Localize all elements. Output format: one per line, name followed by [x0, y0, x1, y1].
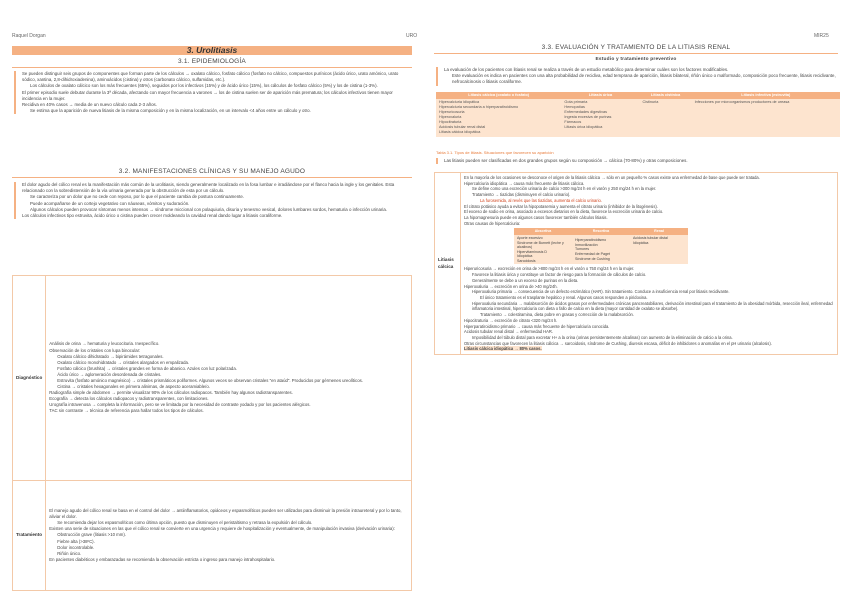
lc-line-note: La furosemida, al revés que las tiazidas, aumenta el calcio urinario. [480, 197, 602, 203]
lc-line: El único tratamiento es el trasplante hepático y renal. Algunos casos responden a piridoxina. [480, 295, 648, 300]
diag-line: Oxalato cálcico dihidratado → bipirámides tetragonales. [57, 353, 164, 359]
table-row [13, 481, 412, 591]
lc-line: En la mayoría de los ocasiones se desconoce el origen de la litiasis cálcica → sólo en un pequeño % casos existe una enfermedad de base que puede ser tratada. [464, 175, 760, 180]
man-line-1: El dolor agudo del cólico renal es la manifestación más común de la urolitiasis, siendo generalmente localizado en la fosa lumbar e irradiándose por el flanco hacia la ingle y los genitales. Esta relacionado con la sobredistensión de la vía urinaria generada por la obstrucción de esta por un cálculo. [22, 182, 395, 194]
epi-line-3: El primer episodio suele debutar durante la 3ª década, afectando con mayor frecuencia a varones → los de cistina suelen ser de aparición más prematura; los cálculos infectivos tienen mayor incidencia en la mujer. [22, 89, 393, 101]
diag-line: Fosfato cálcico (brushita) → cristales grandes en forma de abanico. Azules con luz polarizada. [57, 365, 237, 371]
subheading-estudio: Estudio y tratamiento preventivo [595, 57, 677, 62]
trat-line: El manejo agudo del cólico renal se basa en el control del dolor → antiinflamatorios, opiáceos y espasmolíticos pueden ser utilizados para disminuir la presión intraureteral y por lo tanto, aliviar el dolor. [49, 508, 402, 520]
clasificacion-line [436, 158, 838, 164]
table-cell: Hipercalciuria idiopática Hipercalciuria secundaria a hiperparatiroidismo Hiperuricosuria Hiperoxaluria Hipocitraturia Acidosis tubular renal distal Litiasis cálcica idiopática [436, 99, 561, 137]
trat-line: En pacientes diabéticos y embarazadas se recomienda la observación estricta o ingreso para manejo intrahospitalario. [49, 556, 276, 562]
table-header-row [436, 92, 840, 99]
lc-line: Favorece la litiasis úrica y constituye un factor de riesgo para la formación de cálculos de calcio. [472, 272, 647, 278]
man-line-2: Se caracteriza por un dolor que no cede con reposo, por lo que el paciente cambia de postura continuamente. [30, 194, 245, 200]
lc-line: Se define como una excreción urinaria de calcio >300 mg/24 h en el varón y 250 mg/24 h en la mujer. [472, 186, 657, 192]
epi-line-1: Se pueden distinguir seis grupos de componentes que forman parte de los cálculos → oxalato cálcico, fosfato cálcico (fosfato no cálcico, compuestos purínicos (ácido úrico, urato amónico, urato sódico, xantina, 2,8-dihidroxiadenina), aminoácidos (cistina) y otros (carbonato cálcico, sulfamidas, etc.). [22, 71, 399, 83]
diag-line: Urografía intravenosa → completa la información, pero se ve limitada por la necesidad de contraste yodado y por los pacientes alérgicos. [49, 402, 311, 408]
diag-line: Estruvita (fosfato amónico magnésico) → cristales prismáticos poliformes. Algunos veces se observan cristales "en ataúd". Producidos por gérmenes ureolíticos. [57, 378, 363, 383]
diag-line: Análisis de orina → hematuria y leucocituria. Inespecífico. [49, 341, 160, 347]
lc-line: Hiperoxaluria secundaria → malabsorción de ácidos grasos por enfermedades crónicas pancreatobiliares, derivación intestinal para el tratamiento de la obesidad mórbida, resección ileal, enfermedad inflamatoria intestinal, hipercalciuria con dieta o fallo de calcio en la dieta (mayor cantidad de oxalato se absorbe). [472, 300, 833, 312]
manifestaciones-block [14, 182, 412, 219]
table-cell: Gota primaria Hemopatías Enfermedades digestivas Ingesta excesiva de purinas Fármacos Litiasis úrica idiopática [561, 99, 639, 137]
epi-line-2: Los cálculos de oxalato cálcico son los más frecuentes (65%), seguidos por los infectivos (15%) y de ácido úrico (15%), los cálculos de fosfato cálcico (5%) y los de cistina (1-3%). [30, 83, 378, 89]
trat-line: Fiebre alta (>38ºC). [57, 538, 95, 544]
lc-line: Hiperoxaluria → excreción en orina de >40 mg/24h. [464, 283, 558, 289]
table-header: Litiasis cistínica [640, 92, 692, 99]
lc-line: Hiperoxaluria primaria → consecuencia de un defecto enzimático (HAR). Sin tratamiento. Conduce a insuficiencia renal por litiasis recidivante. [472, 289, 730, 295]
tabla-hipercalciuria [514, 228, 688, 264]
diag-line: Oxalato cálcico monohidratado → cristales alargados en empalizada. [57, 359, 190, 365]
table-row [435, 173, 838, 355]
eval-line-1: La evaluación de los pacientes con litiasis renal se realiza a través de un estudio metabólico para determinar cuáles son los factores modificables. [444, 67, 729, 72]
lc-line: Otras circunstancias que favorecen la litiasis cálcica → sarcoidosis, síndrome de Cushing, diuresis escasa, déficit de inhibidores o anomalías en el pH urinario (alcalosis). [464, 340, 772, 346]
trat-line: Obstrucción grave (litiasis >10 mm). [57, 532, 126, 538]
table-header: Litiasis infectiva (estruvita) [692, 92, 840, 99]
table-cell: Acidosis tubular distal Idiopática [630, 235, 688, 265]
epidemiologia-block [14, 71, 412, 114]
row-label-diagnostico: Diagnóstico [13, 276, 46, 481]
running-header-edition: MIR25 [814, 33, 829, 39]
diagnosis-treatment-table [12, 275, 412, 591]
diag-line: TAC sin contraste → técnica de referencia para hallar todos los tipos de cálculos. [49, 408, 204, 414]
lc-line: El exceso de sodio en orina, asociado a excesos dietarios en la dieta, favorece la excreción urinaria de calcio. [464, 209, 664, 215]
running-header-author: Raquel Dorgan [12, 33, 46, 39]
diag-line: Observación de los cristales con lupa binocular: [49, 347, 141, 353]
lc-line: Tratamiento → colestiramina, dieta pobre en grasas y corrección de la malabsorción. [480, 312, 634, 318]
right-page [424, 0, 848, 599]
tratamiento-cell [46, 481, 412, 591]
section-rule [434, 53, 838, 54]
table-header: Litiasis cálcica (oxalato o fosfato) [436, 92, 561, 99]
table-cell: Hiperparatiroidismo Inmovilización Tumores Enfermedad de Paget Síndrome de Cushing [572, 235, 630, 265]
diag-line: Cistina → cristales hexagonales en primera alinimas, de aspecto aceramiable/o. [57, 384, 210, 390]
section-heading-evaluacion: 3.3. EVALUACIÓN Y TRATAMIENTO DE LA LITIASIS RENAL [541, 44, 731, 51]
table-caption: Tabla 3.1. Tipos de litiasis. Situaciones que favorecen su aparición [436, 150, 554, 155]
table-cell: Infecciones por microorganismos productores de ureasa [692, 99, 840, 137]
highlight-text: Litiasis cálcica idiopática → 80% casos. [464, 346, 542, 352]
lc-line-highlight [464, 346, 834, 352]
trat-line: Riñón único. [57, 550, 82, 556]
litiasis-calcica-table [434, 172, 838, 355]
section-rule [12, 67, 412, 68]
litiasis-calcica-cell [461, 173, 838, 355]
epi-line-4: Recidiva en 40% casos → media de un nuevo cálculo cada 2-3 años. [22, 102, 157, 108]
epi-line-5: Se estima que la aparición de nueva litiasis de la misma composición y en la misma localización, en un intervalo <4 años entre un cálculo y otro. [30, 108, 311, 114]
table-cell: Cistinuria [640, 99, 692, 137]
man-line-4: Algunos cálculos pueden provocar síntomas menos intensos → síndrome miccional con polaquiuria, disuria y tenesmo vesical, dolores lumbares sordos, hematuria o infección urinaria. [30, 206, 388, 212]
eval-line-2: Este evaluación es indica en pacientes con una alta probabilidad de recidiva, edad temprana de aparición, litiasis bilateral, riñón único o malformado, composición poco frecuente, litiasis recidivante, nefrocalcinosis o litiasis coraliforme. [452, 73, 836, 85]
row-label-tratamiento: Tratamiento [13, 481, 46, 591]
running-header-subject: URO [406, 33, 418, 39]
lc-line: El citrato potásico ayuda a evitar la hipopotasemia y aumenta el citrato urinario (inhibidor de la litogénesis). [464, 203, 658, 209]
evaluacion-intro [436, 67, 838, 86]
chapter-title: 3. Urolitiasis [12, 46, 412, 55]
section-heading-manifestaciones: 3.2. MANIFESTACIONES CLÍNICAS Y SU MANEJO AGUDO [118, 168, 306, 175]
diag-line: Ecografía → detecta los cálculos radiopacos y radiotransparentes, con limitaciones. [49, 396, 209, 402]
lc-line: Hipercalciuria idiopática → causa más frecuente de litiasis cálcica. [464, 180, 585, 186]
table-header: Absortiva [514, 228, 572, 235]
clasif-text: Las litiasis pueden ser clasificadas en dos grandes grupos según su composición → cálcica (70-80%) y otras composiciones. [444, 158, 688, 163]
lc-line: Hipocitraturia → excreción de citrato <320 mg/24 h. [464, 317, 558, 323]
man-line-3: Puede acompañarse de un cortejo vegetativo con náuseas, vómitos y sudoración. [30, 200, 190, 206]
lc-line: Imposibilidad del túbulo distal para excretar H+ a la orina (orinas persistentemente alcalinas) con aumento de la eliminación de calcio a la orina. [472, 334, 733, 340]
diag-line: Ácido úrico → aglomeración desordenada de cristales. [57, 371, 162, 377]
lc-line: Hiperuricosuria → excreción en orina de >800 mg/24 h en el varón o 750 mg/24 h en la mujer. [464, 266, 635, 272]
lc-line: Otras causas de hipercalciuria: [464, 220, 521, 226]
table-header: Renal [630, 228, 688, 235]
lc-line: Hiperparatiroidismo primario → causa más frecuente de hipercalciuria conocida. [464, 323, 610, 329]
table-cell: Aporte excesivo Síndrome de Burnett (leche y alcalinos) Hipervitaminosis D Idiopática Sarcoidosis [514, 235, 572, 265]
man-line-5: Los cálculos infectivos tipo estruvita, ácido úrico o cistina pueden crecer moldeando la cavidad renal dando lugar a litiasis coraliforme. [22, 213, 283, 219]
table-header-row [514, 228, 688, 235]
diag-line: Radiografía simple de abdomen → permite visualizar 90% de los cálculos radiopacos. También hay algunos radiotransparentes. [49, 390, 293, 396]
table-header: Litiasis úrica [561, 92, 639, 99]
table-header: Resortiva [572, 228, 630, 235]
table-row [514, 235, 688, 265]
lc-line: Generalmente se debe a un exceso de purinas en la dieta. [472, 277, 579, 283]
row-label-litiasis-calcica: Litiasis cálcica [435, 173, 461, 355]
trat-line: Existen una serie de situaciones en las que el cólico renal se convierte en una urgencia y requiere de hospitalización y eventualmente, de manipulación invasiva (derivación urinaria): [49, 526, 395, 532]
trat-line: Dolor incontrolable. [57, 544, 95, 550]
table-row [436, 99, 840, 137]
lc-line: Tratamiento → tiazidas (disminuyen el calcio urinario). [472, 192, 571, 198]
trat-line: Se recomienda dejar los espasmolíticos como última opción, puesto que disminuyen el peristaltismo y retrasa la expulsión del cálculo. [57, 520, 313, 526]
tabla-tipos-litiasis [436, 92, 840, 137]
table-row [13, 276, 412, 481]
lc-line: Acidosis tubular renal distal → enfermedad HAR. [464, 329, 553, 335]
section-rule [12, 177, 412, 178]
lc-line: La hipomagnesuria puede en algunos casos favorecer también cálculos litiasis. [464, 214, 608, 220]
section-heading-epidemiologia: 3.1. EPIDEMIOLOGÍA [178, 58, 246, 65]
diagnostico-cell [46, 276, 412, 481]
